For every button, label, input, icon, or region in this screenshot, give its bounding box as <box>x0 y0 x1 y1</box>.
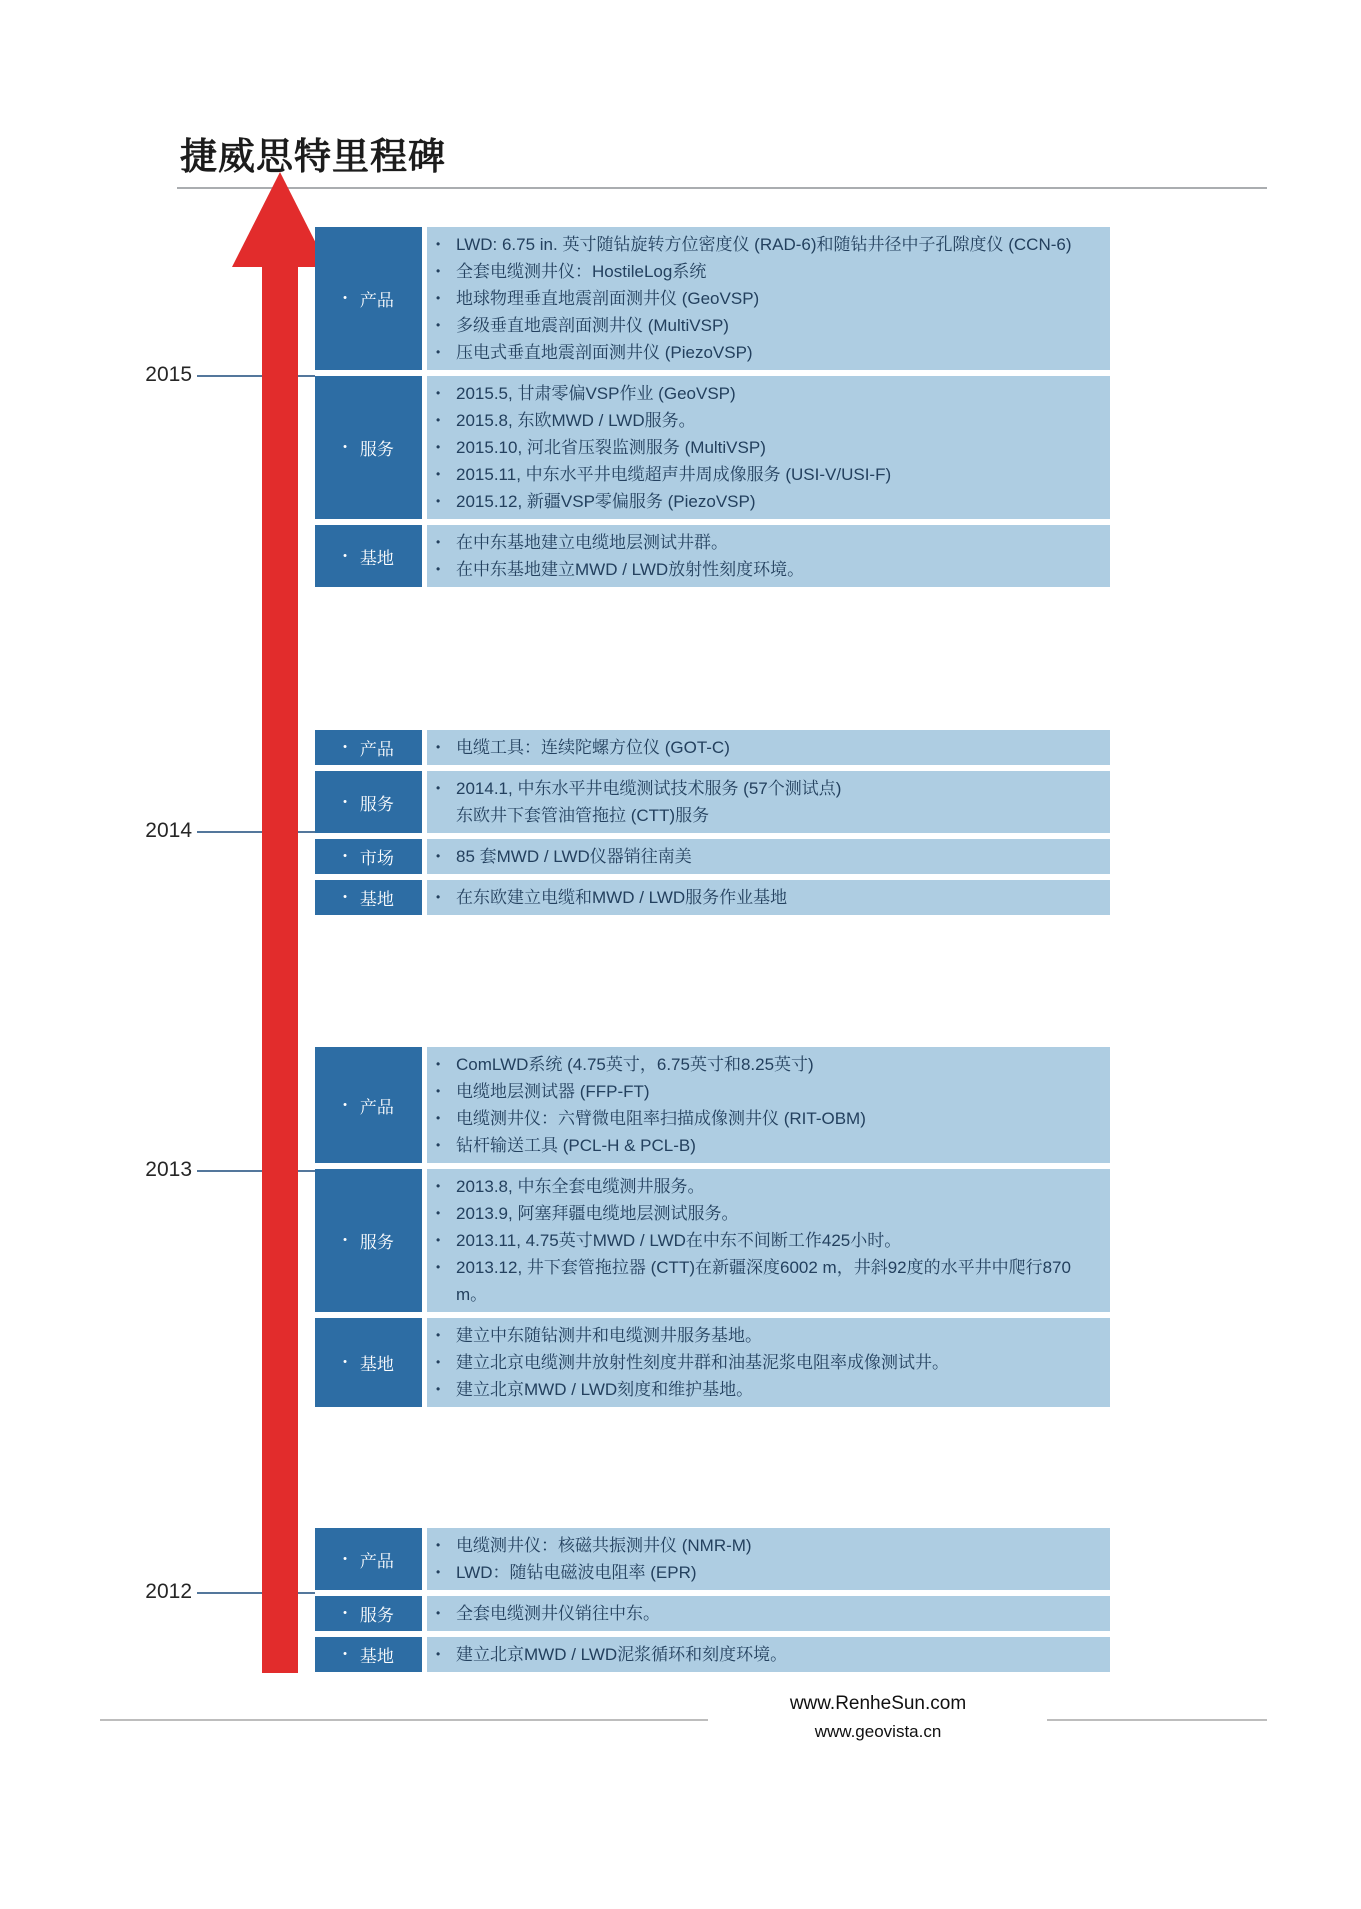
item-bullet-spacer <box>433 802 456 829</box>
milestone-item-text: 在中东基地建立MWD / LWD放射性刻度环境。 <box>456 560 805 579</box>
milestone-item-line <box>427 802 1110 829</box>
year-group-2015 <box>315 227 1110 587</box>
label-bullet-icon: • <box>343 850 347 862</box>
milestone-item-line <box>427 1105 1110 1132</box>
milestone-item-line <box>427 884 1110 911</box>
label-bullet-icon: • <box>343 1552 347 1565</box>
milestone-item-text: 2013.9, 阿塞拜疆电缆地层测试服务。 <box>456 1204 739 1223</box>
milestone-item-line <box>427 529 1110 556</box>
milestone-content <box>427 1528 1110 1590</box>
label-bullet-icon: • <box>343 1234 347 1246</box>
milestone-row-2012-产品 <box>315 1528 1110 1590</box>
item-bullet-icon: • <box>436 1565 441 1579</box>
milestone-item-text: 建立北京MWD / LWD泥浆循环和刻度环境。 <box>456 1645 788 1664</box>
item-bullet-icon: • <box>436 318 441 332</box>
milestone-item-text: 2013.8, 中东全套电缆测井服务。 <box>456 1177 705 1196</box>
page-title: 捷威思特里程碑 <box>180 136 446 177</box>
category-label-text: 基地 <box>359 1355 394 1374</box>
milestone-item-text: 建立北京MWD / LWD刻度和维护基地。 <box>456 1380 754 1399</box>
milestone-content <box>427 730 1110 765</box>
milestone-item-line <box>427 461 1110 488</box>
milestone-content <box>427 880 1110 915</box>
category-label-text: 服务 <box>359 1233 394 1252</box>
category-label-产品 <box>315 227 422 370</box>
milestone-item-line <box>427 1349 1110 1376</box>
milestone-item-text: 电缆测井仪：核磁共振测井仪 (NMR-M) <box>456 1536 752 1555</box>
label-bullet-icon: • <box>343 795 347 808</box>
item-bullet-icon: • <box>436 345 441 359</box>
item-bullet-icon: • <box>436 264 441 278</box>
category-label-text: 产品 <box>359 740 394 759</box>
milestone-item-line <box>427 843 1110 870</box>
milestone-row-2015-基地 <box>315 525 1110 587</box>
milestone-item-line <box>427 1532 1110 1559</box>
category-label-text: 基地 <box>359 548 394 568</box>
milestone-row-2014-基地 <box>315 880 1110 915</box>
label-bullet-icon: • <box>343 1648 347 1660</box>
milestone-item-text: 2013.11, 4.75英寸MWD / LWD在中东不间断工作425小时。 <box>456 1231 902 1250</box>
item-bullet-icon: • <box>436 1355 441 1369</box>
milestone-item-line <box>427 1200 1110 1227</box>
item-bullet-icon: • <box>436 494 441 508</box>
milestone-item-text: 压电式垂直地震剖面测井仪 (PiezoVSP) <box>456 343 753 362</box>
category-label-text: 服务 <box>359 794 394 814</box>
category-label-服务 <box>315 1169 422 1312</box>
item-bullet-icon: • <box>436 386 441 400</box>
category-label-市场 <box>315 839 422 874</box>
label-bullet-icon: • <box>343 549 347 562</box>
milestone-item-line <box>427 1376 1110 1403</box>
item-bullet-icon: • <box>436 1647 441 1661</box>
milestone-item-text: 2014.1, 中东水平井电缆测试技术服务 (57个测试点) <box>456 779 842 798</box>
milestone-item-text: ComLWD系统 (4.75英寸，6.75英寸和8.25英寸) <box>456 1055 814 1074</box>
milestone-item-line <box>427 285 1110 312</box>
category-label-基地 <box>315 1637 422 1672</box>
category-label-text: 产品 <box>359 291 394 310</box>
item-bullet-icon: • <box>436 562 441 576</box>
label-bullet-icon: • <box>343 292 347 304</box>
item-bullet-icon: • <box>436 1084 441 1098</box>
item-bullet-icon: • <box>436 1206 441 1220</box>
milestone-item-text: 建立中东随钻测井和电缆测井服务基地。 <box>456 1326 762 1345</box>
milestone-row-2015-产品 <box>315 227 1110 370</box>
milestone-content <box>427 771 1110 833</box>
category-label-产品 <box>315 1528 422 1590</box>
label-bullet-icon: • <box>343 891 347 903</box>
item-bullet-icon: • <box>436 1606 441 1620</box>
item-bullet-icon: • <box>436 740 441 754</box>
milestone-item-line <box>427 1132 1110 1159</box>
item-bullet-icon: • <box>436 781 441 795</box>
milestone-item-text: 2015.11, 中东水平井电缆超声井周成像服务 (USI-V/USI-F) <box>456 465 892 484</box>
milestone-content <box>427 376 1110 519</box>
year-group-2013 <box>315 1047 1110 1407</box>
milestone-item-line <box>427 380 1110 407</box>
milestone-row-2014-产品 <box>315 730 1110 765</box>
milestone-row-2013-产品 <box>315 1047 1110 1163</box>
year-group-2014 <box>315 730 1110 915</box>
category-label-text: 服务 <box>359 1606 394 1625</box>
item-bullet-icon: • <box>436 890 441 904</box>
milestone-item-text: 2015.5, 甘肃零偏VSP作业 (GeoVSP) <box>456 384 736 403</box>
milestone-item-line <box>427 556 1110 583</box>
item-bullet-icon: • <box>436 1382 441 1396</box>
footer-url-geovista: www.geovista.cn <box>814 1722 942 1741</box>
milestone-item-line <box>427 312 1110 339</box>
category-label-text: 基地 <box>359 1647 394 1666</box>
category-label-text: 市场 <box>359 849 394 868</box>
milestone-item-line <box>427 1600 1110 1627</box>
footer-url-renhesun: www.RenheSun.com <box>789 1693 967 1714</box>
milestone-content <box>427 1637 1110 1672</box>
milestone-item-text: 东欧井下套管油管拖拉 (CTT)服务 <box>456 806 710 825</box>
milestone-item-text: 电缆测井仪：六臂微电阻率扫描成像测井仪 (RIT-OBM) <box>456 1109 866 1128</box>
year-label-2014: 2014 <box>145 819 192 842</box>
year-label-2015: 2015 <box>145 363 192 386</box>
category-label-基地 <box>315 880 422 915</box>
category-label-text: 产品 <box>359 1551 394 1571</box>
milestone-row-2012-服务 <box>315 1596 1110 1631</box>
milestone-item-text: 在东欧建立电缆和MWD / LWD服务作业基地 <box>456 888 788 907</box>
milestone-item-text: 全套电缆测井仪：HostileLog系统 <box>456 262 707 281</box>
milestone-content <box>427 227 1110 370</box>
milestone-item-text: 钻杆输送工具 (PCL-H & PCL-B) <box>456 1136 696 1155</box>
category-label-text: 产品 <box>359 1097 394 1117</box>
item-bullet-icon: • <box>436 1260 441 1274</box>
label-bullet-icon: • <box>343 1356 347 1368</box>
milestone-item-text: LWD：随钻电磁波电阻率 (EPR) <box>456 1563 697 1582</box>
label-bullet-icon: • <box>343 741 347 753</box>
year-group-2012 <box>315 1528 1110 1672</box>
item-bullet-icon: • <box>436 1328 441 1342</box>
category-label-服务 <box>315 771 422 833</box>
milestone-row-2015-服务 <box>315 376 1110 519</box>
milestone-row-2014-市场 <box>315 839 1110 874</box>
category-label-text: 基地 <box>359 890 394 909</box>
milestone-item-text: 全套电缆测井仪销往中东。 <box>456 1604 660 1623</box>
label-bullet-icon: • <box>343 1098 347 1111</box>
footer-rule-right <box>1047 1719 1267 1721</box>
milestone-item-text: LWD: 6.75 in. 英寸随钻旋转方位密度仪 (RAD-6)和随钻井径中子孔隙度仪 (CCN-6) <box>456 235 1072 254</box>
category-label-产品 <box>315 730 422 765</box>
item-bullet-icon: • <box>436 291 441 305</box>
category-label-基地 <box>315 525 422 587</box>
milestone-item-line <box>427 1641 1110 1668</box>
milestone-item-text: 电缆地层测试器 (FFP-FT) <box>456 1082 650 1101</box>
item-bullet-icon: • <box>436 440 441 454</box>
category-label-基地 <box>315 1318 422 1407</box>
item-bullet-icon: • <box>436 1057 441 1071</box>
milestone-item-text: 2015.12, 新疆VSP零偏服务 (PiezoVSP) <box>456 492 756 511</box>
category-label-服务 <box>315 1596 422 1631</box>
milestone-content <box>427 1318 1110 1407</box>
milestone-item-line <box>427 407 1110 434</box>
item-bullet-icon: • <box>436 1538 441 1552</box>
title-underline <box>177 187 1267 189</box>
item-bullet-icon: • <box>436 1138 441 1152</box>
label-bullet-icon: • <box>343 1607 347 1619</box>
item-bullet-icon: • <box>436 849 441 863</box>
year-label-2012: 2012 <box>145 1580 192 1603</box>
milestone-content <box>427 1047 1110 1163</box>
milestone-content <box>427 525 1110 587</box>
milestone-content <box>427 1596 1110 1631</box>
milestone-item-line <box>427 1078 1110 1105</box>
milestone-content <box>427 839 1110 874</box>
category-label-服务 <box>315 376 422 519</box>
milestone-item-line <box>427 734 1110 761</box>
milestone-item-line <box>427 258 1110 285</box>
milestone-row-2013-基地 <box>315 1318 1110 1407</box>
milestone-item-text: 2015.10, 河北省压裂监测服务 (MultiVSP) <box>456 438 766 457</box>
milestone-item-line <box>427 1559 1110 1586</box>
milestone-row-2014-服务 <box>315 771 1110 833</box>
item-bullet-icon: • <box>436 1233 441 1247</box>
milestone-item-line <box>427 775 1110 802</box>
milestone-item-line <box>427 231 1110 258</box>
item-bullet-icon: • <box>436 237 441 251</box>
item-bullet-icon: • <box>436 413 441 427</box>
milestone-row-2012-基地 <box>315 1637 1110 1672</box>
milestone-content <box>427 1169 1110 1312</box>
milestone-item-text: 电缆工具：连续陀螺方位仪 (GOT-C) <box>456 738 730 757</box>
milestone-item-text: 建立北京电缆测井放射性刻度井群和油基泥浆电阻率成像测试井。 <box>456 1353 949 1372</box>
milestone-item-line <box>427 339 1110 366</box>
year-label-2013: 2013 <box>145 1158 192 1181</box>
milestone-item-line <box>427 488 1110 515</box>
milestone-row-2013-服务 <box>315 1169 1110 1312</box>
label-bullet-icon: • <box>343 441 347 453</box>
category-label-产品 <box>315 1047 422 1163</box>
milestone-item-line <box>427 1254 1110 1308</box>
milestone-item-text: 2013.12, 井下套管拖拉器 (CTT)在新疆深度6002 m，井斜92度的水平井中爬行870 m。 <box>456 1258 1071 1304</box>
arrow-head-icon <box>232 172 328 267</box>
item-bullet-icon: • <box>436 535 441 549</box>
milestone-item-line <box>427 1322 1110 1349</box>
milestone-item-text: 多级垂直地震剖面测井仪 (MultiVSP) <box>456 316 729 335</box>
footer-rule-left <box>100 1719 708 1721</box>
milestone-item-line <box>427 434 1110 461</box>
item-bullet-icon: • <box>436 1179 441 1193</box>
category-label-text: 服务 <box>359 440 394 459</box>
arrow-shaft <box>262 264 298 1673</box>
milestone-item-text: 在中东基地建立电缆地层测试井群。 <box>456 533 728 552</box>
milestone-item-line <box>427 1173 1110 1200</box>
milestone-item-text: 地球物理垂直地震剖面测井仪 (GeoVSP) <box>456 289 760 308</box>
item-bullet-icon: • <box>436 1111 441 1125</box>
milestone-item-text: 2015.8, 东欧MWD / LWD服务。 <box>456 411 696 430</box>
milestone-item-text: 85 套MWD / LWD仪器销往南美 <box>456 847 692 866</box>
milestone-item-line <box>427 1227 1110 1254</box>
milestone-item-line <box>427 1051 1110 1078</box>
item-bullet-icon: • <box>436 467 441 481</box>
